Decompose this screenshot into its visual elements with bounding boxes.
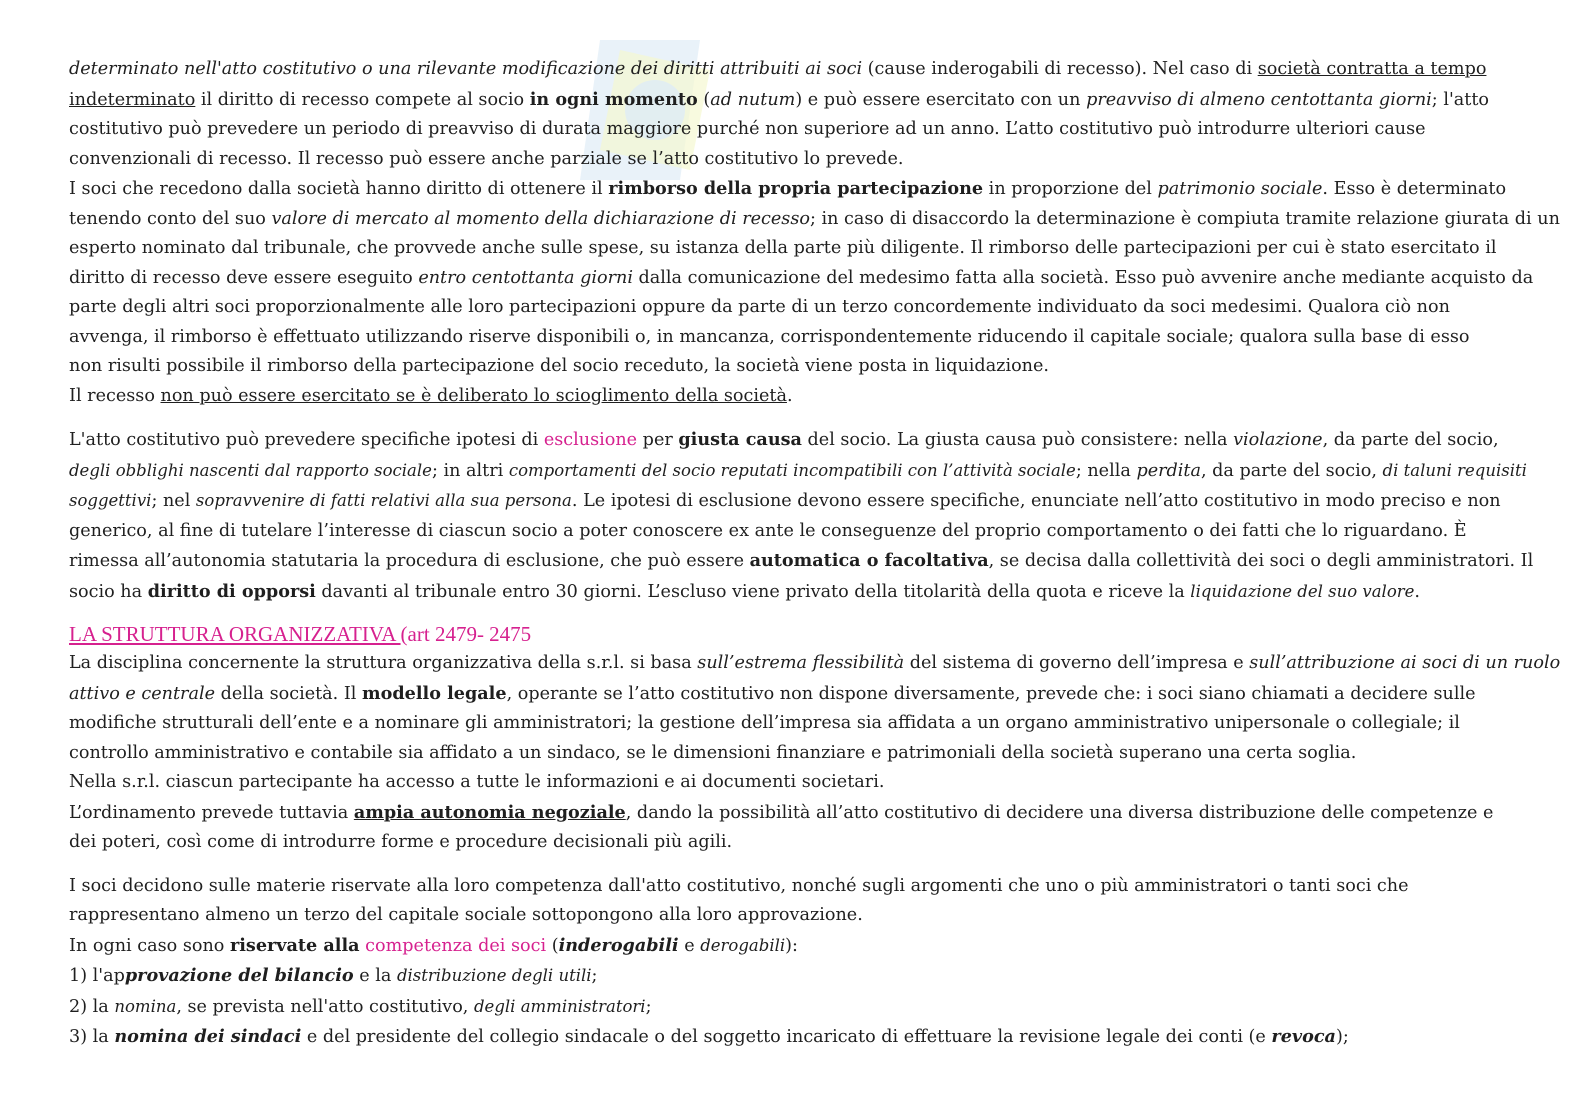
text: ; nel — [151, 491, 196, 511]
text-line — [69, 486, 1509, 517]
highlight-text: competenza dei soci — [365, 935, 547, 956]
text: I soci che recedono dalla società hanno diritto di ottenere il — [69, 179, 609, 199]
text: , da parte del socio, — [1322, 430, 1499, 450]
bold-text: diritto di opporsi — [147, 580, 316, 602]
text: 3) la — [69, 1027, 115, 1047]
text-line: Nella s.r.l. ciascun partecipante ha accesso a tutte le informazioni e ai documenti societari. — [69, 772, 885, 792]
document-body — [69, 55, 1561, 1053]
bold-underlined-text: ampia autonomia negoziale — [353, 801, 626, 823]
text-line: costitutivo può prevedere un periodo di preavviso di durata maggiore purché non superiore ad un anno. L’atto costitutivo può introdurre ulteriori cause — [69, 119, 1426, 139]
text-line: generico, al fine di tutelare l’interesse di ciascun socio a poter conoscere ex ante le conseguenze del proprio comportamento o dei fatti che lo riguardano. È — [69, 520, 1467, 541]
text: socio ha — [69, 581, 148, 602]
text-line — [69, 798, 1509, 829]
text: ; — [645, 996, 652, 1017]
text-line: esperto nominato dal tribunale, che provvede anche sulle spese, su istanza della parte più diligente. Il rimborso delle partecipazioni per cui è stato esercitato il — [69, 238, 1497, 258]
italic-text: entro centottanta giorni — [418, 267, 633, 288]
text: 1) l'ap — [69, 966, 125, 986]
italic-text: sull’estrema flessibilità — [697, 653, 905, 673]
text-line: non risulti possibile il rimborso della partecipazione del socio receduto, la società viene posta in liquidazione. — [69, 356, 1050, 376]
highlight-text: esclusione — [543, 430, 638, 450]
bold-italic-text: revoca — [1271, 1026, 1336, 1047]
text-line — [69, 205, 1560, 235]
text-line: I soci decidono sulle materie riservate alla loro competenza dall'atto costitutivo, nonché sugli argomenti che uno o più amministratori o tanti soci che — [69, 875, 1409, 896]
italic-text: ad nutum — [710, 89, 796, 110]
italic-text: di taluni requisiti — [1382, 460, 1527, 480]
text: del socio. La giusta causa può consistere: nella — [801, 430, 1234, 450]
text-line — [69, 425, 1509, 456]
text-line — [69, 931, 1509, 962]
text: per — [637, 430, 679, 450]
text: , da parte del socio, — [1200, 460, 1383, 481]
italic-text: perdita — [1136, 460, 1201, 481]
text: 2) la — [69, 996, 115, 1017]
text-line — [69, 382, 1509, 412]
text: . Le ipotesi di esclusione devono essere specifiche, enunciate nell’atto costitutivo in modo preciso e non — [571, 491, 1501, 511]
italic-text: attivo e centrale — [69, 683, 215, 704]
text: del sistema di governo dell’impresa e — [904, 653, 1250, 673]
bold-italic-text: nomina dei sindaci — [114, 1026, 302, 1047]
text: , dando la possibilità all’atto costitutivo di decidere una diversa distribuzione delle competenze e — [625, 802, 1494, 823]
text-line — [69, 577, 1509, 608]
text-line — [69, 55, 1509, 85]
text: . Esso è determinato — [1322, 179, 1507, 199]
text: In ogni caso sono — [69, 935, 230, 956]
bold-italic-text: inderogabili — [558, 934, 679, 956]
text: ): — [785, 935, 798, 956]
list-item — [69, 992, 1509, 1023]
italic-text: sopravvenire di fatti relativi alla sua persona — [195, 491, 572, 510]
bold-text: riservate alla — [229, 934, 360, 956]
underlined-text: società contratta a tempo — [1257, 59, 1487, 79]
text-line — [69, 264, 1534, 294]
text-line: dei poteri, così come di introdurre forme e procedure decisionali più agili. — [69, 832, 733, 852]
text-line: controllo amministrativo e contabile sia affidato a un sindaco, se le dimensioni finanziare e patrimoniali della società superano una certa soglia. — [69, 742, 1357, 763]
text: rimessa all’autonomia statutaria la procedura di esclusione, che può essere — [69, 551, 750, 571]
paragraph-recesso — [69, 55, 1560, 411]
underlined-text: indeterminato — [69, 89, 196, 110]
italic-text: soggettivi — [69, 491, 152, 510]
text: tenendo conto del suo — [69, 208, 272, 229]
italic-text: preavviso di almeno centottanta giorni — [1086, 89, 1432, 110]
text: della società. Il — [215, 683, 363, 704]
bold-text: rimborso della propria partecipazione — [608, 178, 984, 199]
italic-text: valore di mercato al momento della dichiarazione di recesso — [271, 208, 810, 229]
text: ; in caso di disaccordo la determinazione è compiuta tramite relazione giurata di un — [809, 208, 1560, 229]
text-line — [69, 456, 1527, 487]
italic-text: degli amministratori — [474, 996, 646, 1016]
underlined-text: non può essere esercitato se è deliberato lo scioglimento della società — [160, 385, 787, 406]
bold-text: modello legale — [362, 682, 507, 704]
text-line: convenzionali di recesso. Il recesso può essere anche parziale se l’atto costitutivo lo prevede. — [69, 148, 904, 169]
text: , se prevista nell'atto costitutivo, — [176, 996, 474, 1017]
text: dalla comunicazione del medesimo fatta alla società. Esso può avvenire anche mediante acquisto da — [632, 267, 1534, 288]
text: e del presidente del collegio sindacale o del soggetto incaricato di effettuare la revisione legale dei conti (e — [301, 1027, 1272, 1047]
text-line — [69, 546, 1534, 577]
text: ; — [591, 966, 598, 986]
text: il diritto di recesso compete al socio — [195, 89, 530, 110]
italic-text: derogabili — [700, 935, 786, 955]
text: diritto di recesso deve essere eseguito — [69, 267, 419, 288]
bold-text: automatica o facoltativa — [749, 550, 989, 571]
text: e — [678, 935, 701, 956]
italic-text: comportamenti del socio reputati incompatibili con l’attività sociale — [508, 460, 1076, 480]
text: in proporzione del — [983, 179, 1158, 199]
italic-text: nomina — [114, 996, 177, 1016]
italic-text: liquidazione del suo valore — [1190, 581, 1415, 601]
text: ( — [697, 89, 711, 110]
text: L'atto costitutivo può prevedere specifiche ipotesi di — [69, 430, 544, 450]
text: (cause inderogabili di recesso). Nel caso di — [862, 59, 1258, 79]
text: ); — [1335, 1027, 1349, 1047]
text-line — [69, 649, 1561, 679]
text-line — [69, 85, 1509, 116]
paragraph-competenze — [69, 872, 1509, 1053]
text: ; l'atto — [1431, 89, 1490, 110]
bold-text: in ogni momento — [529, 88, 698, 110]
text: La disciplina concernente la struttura organizzativa della s.r.l. si basa — [69, 653, 698, 673]
heading-title: LA STRUTTURA ORGANIZZATIVA — [69, 622, 401, 646]
text: L’ordinamento prevede tuttavia — [69, 802, 354, 823]
list-item — [69, 1022, 1509, 1053]
text: davanti al tribunale entro 30 giorni. L’escluso viene privato della titolarità della quota e riceve la — [315, 581, 1191, 602]
text: ; nella — [1075, 460, 1137, 481]
text-line: parte degli altri soci proporzionalmente alle loro partecipazioni oppure da parte di un terzo concordemente individuato da soci medesimi. Qualora ciò non — [69, 297, 1450, 317]
text: , se decisa dalla collettività dei soci o degli amministratori. Il — [988, 551, 1534, 571]
italic-text: determinato nell'atto costitutivo o una rilevante modificazione dei diritti attribuiti ai soci — [69, 59, 863, 79]
bold-text: giusta causa — [678, 429, 802, 450]
bold-italic-text: provazione del bilancio — [124, 965, 354, 986]
text: ) e può essere esercitato con un — [795, 89, 1087, 110]
list-item — [69, 961, 1509, 992]
text: . — [1414, 581, 1420, 602]
text-line — [69, 679, 1509, 710]
text-line: avvenga, il rimborso è effettuato utilizzando riserve disponibili o, in mancanza, corrispondentemente riducendo il capitale sociale; qualora sulla base di esso — [69, 326, 1470, 347]
text: ; in altri — [431, 460, 509, 481]
text-line — [69, 174, 1509, 205]
text-line: rappresentano almeno un terzo del capitale sociale sottopongono alla loro approvazione. — [69, 905, 863, 925]
section-heading — [69, 619, 1509, 649]
italic-text: sull’attribuzione ai soci di un ruolo — [1249, 653, 1561, 673]
italic-text: patrimonio sociale — [1157, 179, 1323, 199]
text: e la — [353, 966, 397, 986]
text-line: modifiche strutturali dell’ente e a nominare gli amministratori; la gestione dell’impresa sia affidata a un organo amministrativo unipersonale o collegiale; il — [69, 713, 1460, 733]
paragraph-struttura — [69, 649, 1561, 858]
text: Il recesso — [69, 385, 161, 406]
italic-text: degli obblighi nascenti dal rapporto sociale — [69, 460, 432, 480]
text: ( — [546, 935, 559, 956]
heading-reference: (art 2479- 2475 — [400, 622, 532, 646]
italic-text: distribuzione degli utili — [396, 966, 592, 985]
text: . — [786, 385, 793, 406]
text: , operante se l’atto costitutivo non dispone diversamente, prevede che: i soci siano chiamati a decidere sulle — [506, 683, 1476, 704]
paragraph-esclusione — [69, 425, 1534, 607]
italic-text: violazione — [1233, 430, 1323, 450]
